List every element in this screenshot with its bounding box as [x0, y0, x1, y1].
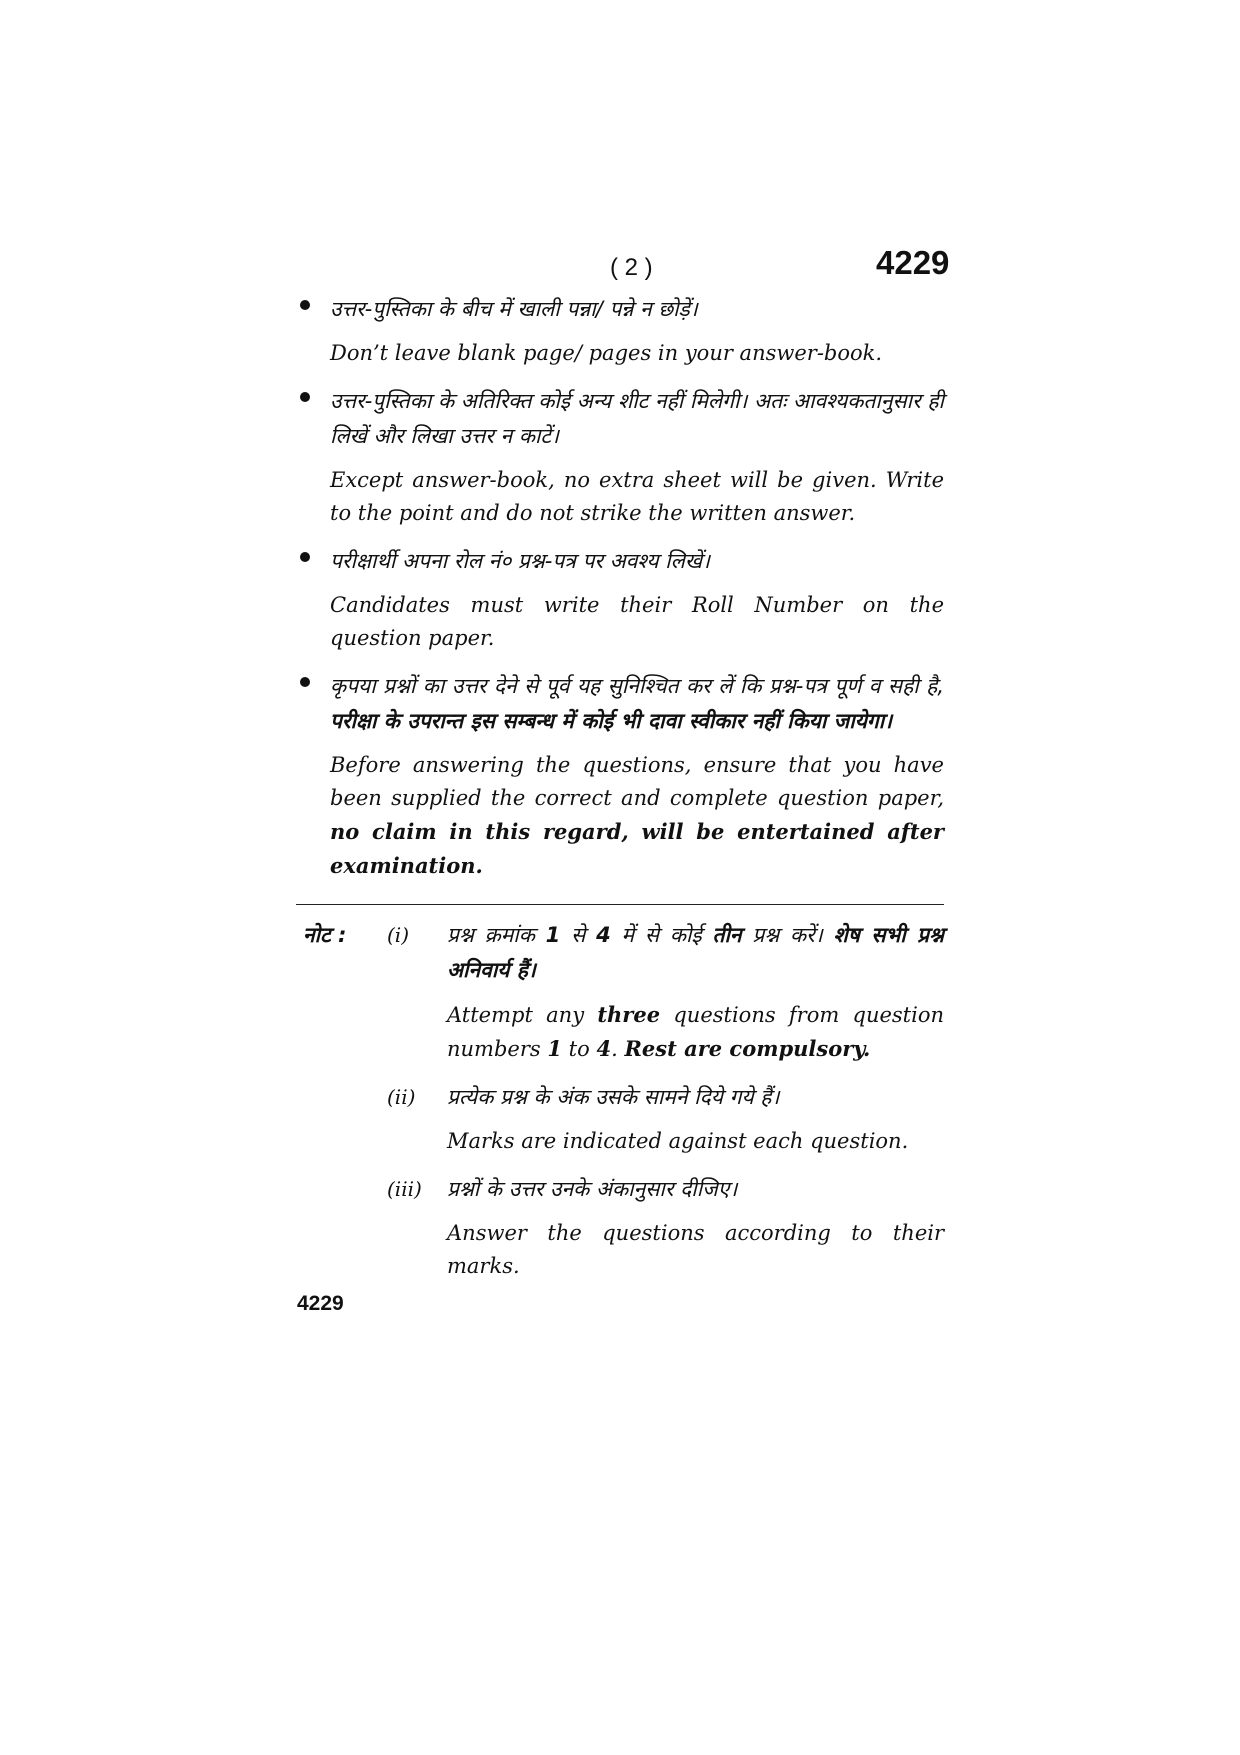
- note-english: Answer the questions according to their marks.: [447, 1221, 944, 1278]
- note-english-from: 1: [547, 1036, 562, 1061]
- paper-code-header: 4229: [876, 244, 950, 281]
- note-hindi-text: प्रश्न करें।: [752, 923, 823, 947]
- instruction-english: Except answer-book, no extra sheet will be given. Write to the point and do not strike the written answer.: [330, 468, 944, 525]
- note-item-number: (i): [387, 923, 410, 947]
- note-hindi-bold: शेष सभी प्रश्न अनिवार्य हैं।: [447, 923, 944, 982]
- note-section: [303, 918, 944, 1283]
- note-english-text: .: [611, 1037, 618, 1061]
- instruction-hindi-text: कृपया प्रश्नों का उत्तर देने से पूर्व यह सुनिश्चित कर लें कि प्रश्न-पत्र पूर्ण व सही है,: [330, 674, 944, 698]
- note-item-number: (iii): [387, 1177, 422, 1201]
- note-english-text: questions from question numbers: [447, 1003, 944, 1061]
- note-english-count: three: [597, 1002, 661, 1027]
- note-item: [303, 1172, 944, 1283]
- note-hindi-text: से: [571, 923, 586, 947]
- section-divider: [296, 904, 944, 905]
- instruction-item: [296, 292, 944, 370]
- note-english-to: 4: [596, 1036, 612, 1061]
- instruction-hindi: उत्तर-पुस्तिका के अतिरिक्त कोई अन्य शीट नहीं मिलेगी। अतः आवश्यकतानुसार ही लिखें और लिखा उत्तर न काटें।: [330, 389, 944, 448]
- note-hindi: [447, 918, 944, 988]
- note-english: [447, 998, 944, 1066]
- instruction-item: [296, 544, 944, 655]
- note-hindi-text: में से कोई: [621, 923, 702, 947]
- note-english-bold: Rest are compulsory.: [624, 1036, 871, 1061]
- note-hindi-to: 4: [596, 923, 611, 947]
- note-english-text: to: [568, 1037, 590, 1061]
- note-english-text: Attempt any: [447, 1003, 585, 1027]
- bullet-icon: [300, 552, 310, 562]
- instruction-hindi-bold: परीक्षा के उपरान्त इस सम्बन्ध में कोई भी दावा स्वीकार नहीं किया जायेगा।: [330, 709, 893, 733]
- note-item-number: (ii): [387, 1085, 416, 1109]
- note-hindi-text: प्रश्न क्रमांक: [447, 923, 535, 947]
- note-hindi-count: तीन: [712, 923, 742, 947]
- note-hindi: प्रत्येक प्रश्न के अंक उसके सामने दिये गये हैं।: [447, 1085, 780, 1109]
- note-hindi-from: 1: [545, 923, 561, 947]
- instruction-item: [296, 384, 944, 530]
- bullet-icon: [300, 677, 310, 687]
- paper-code-footer: 4229: [297, 1292, 344, 1315]
- instruction-hindi: [330, 669, 944, 739]
- note-hindi: प्रश्नों के उत्तर उनके अंकानुसार दीजिए।: [447, 1177, 738, 1201]
- instruction-english-bold: no claim in this regard, will be entertained after examination.: [330, 819, 944, 878]
- note-label: नोट :: [303, 923, 347, 947]
- note-english: Marks are indicated against each question.: [447, 1129, 909, 1153]
- instruction-item: [296, 669, 944, 883]
- note-item: [303, 1080, 944, 1158]
- bullet-icon: [300, 392, 310, 402]
- note-item: [303, 918, 944, 1066]
- instruction-english: Candidates must write their Roll Number on the question paper.: [330, 593, 944, 650]
- instruction-hindi: उत्तर-पुस्तिका के बीच में खाली पन्ना/ पन्ने न छोड़ें।: [330, 297, 698, 321]
- instruction-english: Don’t leave blank page/ pages in your answer-book.: [330, 341, 883, 365]
- general-instructions: [296, 292, 944, 883]
- instruction-hindi: परीक्षार्थी अपना रोल नं० प्रश्न-पत्र पर अवश्य लिखें।: [330, 549, 710, 573]
- instruction-english: [330, 749, 944, 883]
- instruction-english-text: Before answering the questions, ensure that you have been supplied the correct and complete question paper,: [330, 753, 944, 810]
- bullet-icon: [300, 300, 310, 310]
- page-number: ( 2 ): [610, 254, 653, 281]
